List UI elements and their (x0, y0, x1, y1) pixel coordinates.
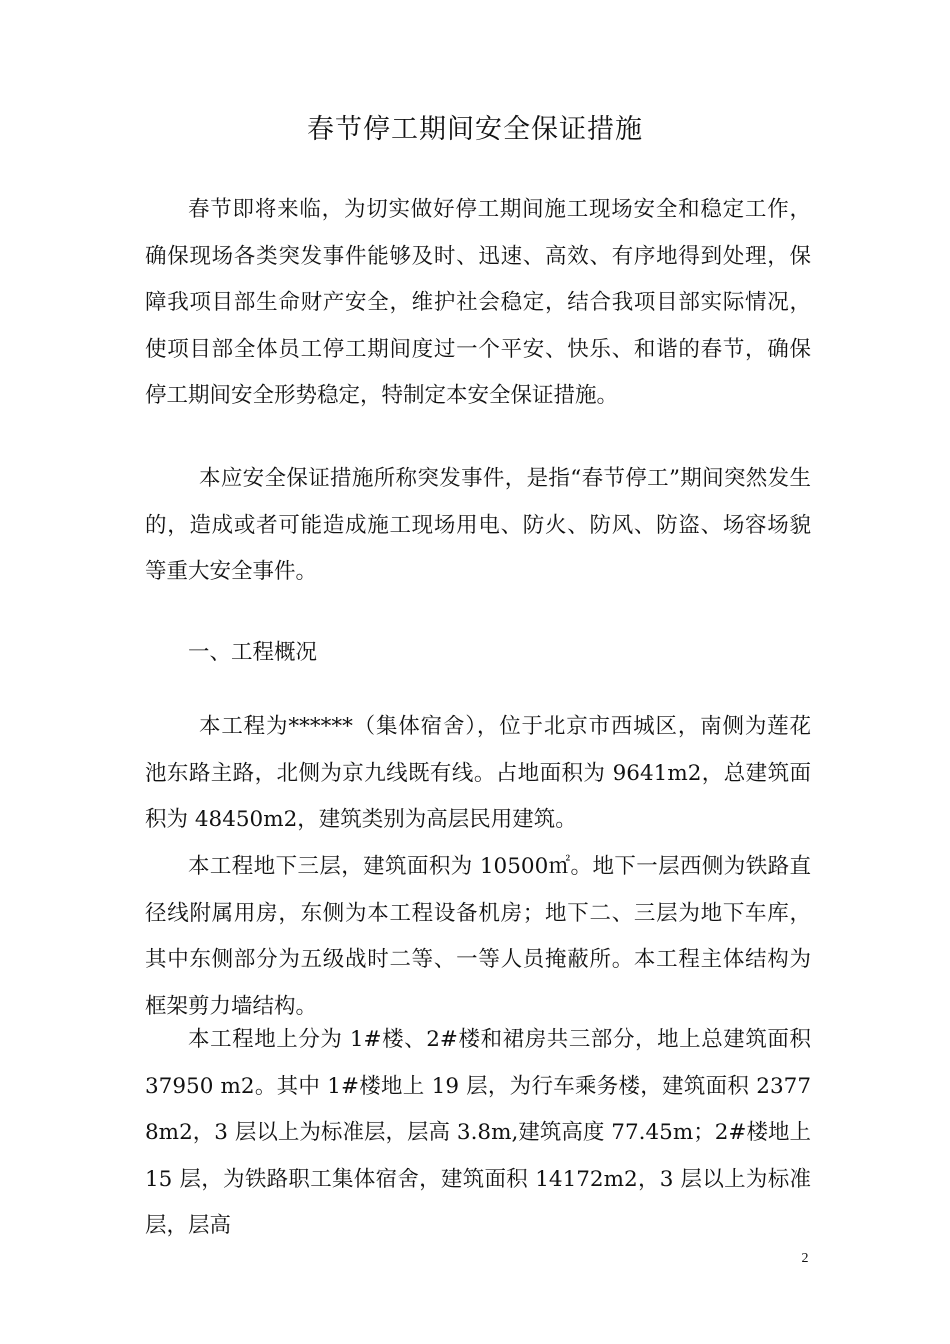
section-heading: 一、工程概况 (188, 640, 318, 665)
page-number: 2 (801, 1251, 809, 1266)
document-title: 春节停工期间安全保证措施 (307, 114, 643, 145)
intro-paragraph: 春节即将来临，为切实做好停工期间施工现场安全和稳定工作，确保现场各类突发事件能够及时、迅速、高效、有序地得到处理，保障我项目部生命财产安全，维护社会稳定，结合我项目部实际情况，使项目部全体员工停工期间度过一个平安、快乐、和谐的春节，确保停工期间安全形势稳定，特制定本安全保证措施。 (145, 197, 811, 408)
definition-paragraph: 本应安全保证措施所称突发事件，是指“春节停工”期间突然发生的，造成或者可能造成施工现场用电、防火、防风、防盗、场容场貌等重大安全事件。 (145, 466, 811, 584)
project-overview-paragraph: 本工程为******（集体宿舍），位于北京市西城区，南侧为莲花池东路主路，北侧为京九线既有线。占地面积为 9641m2，总建筑面积为 48450m2，建筑类别为高层民用建筑。 (145, 714, 811, 832)
underground-paragraph: 本工程地下三层，建筑面积为 10500㎡。地下一层西侧为铁路直径线附属用房，东侧为本工程设备机房；地下二、三层为地下车库，其中东侧部分为五级战时二等、一等人员掩蔽所。本工程主体结构为框架剪力墙结构。 (145, 854, 811, 1019)
aboveground-paragraph: 本工程地上分为 1#楼、2#楼和裙房共三部分，地上总建筑面积 37950 m2。其中 1#楼地上 19 层，为行车乘务楼，建筑面积 23778m2，3 层以上为标准层，层高 3.8m,建筑高度 77.45m；2#楼地上 15 层，为铁路职工集体宿舍，建筑面积 14172m2，3 层以上为标准层，层高 (145, 1027, 811, 1238)
